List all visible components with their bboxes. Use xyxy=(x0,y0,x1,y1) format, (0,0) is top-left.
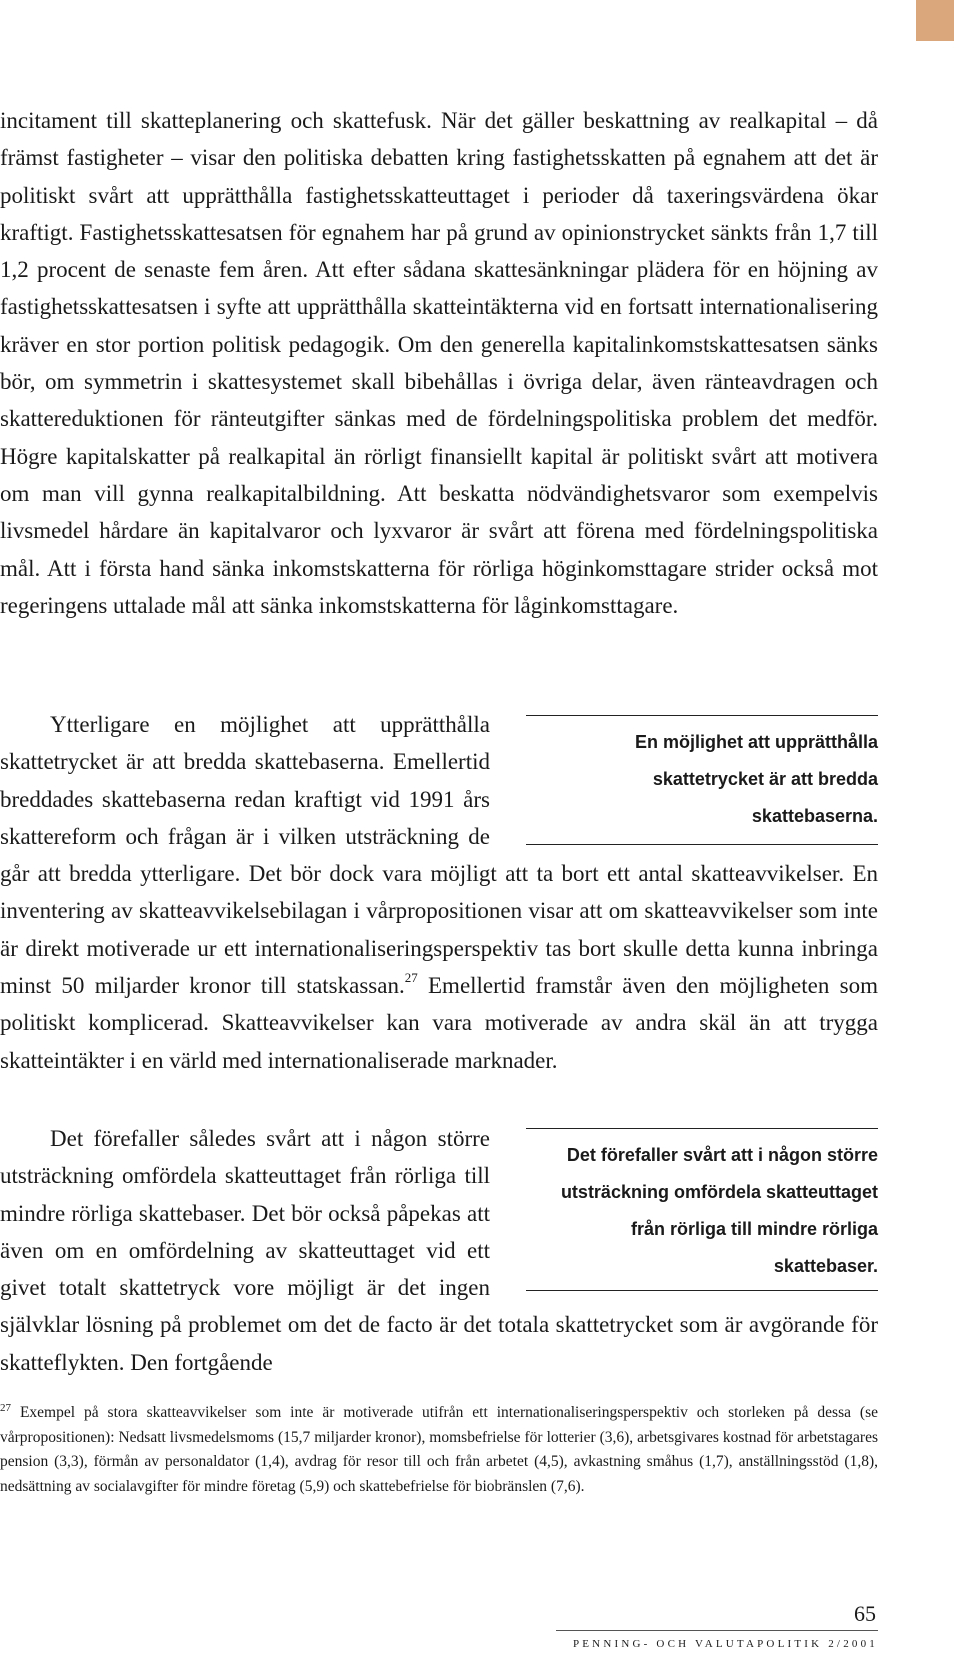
body-block-3 xyxy=(0,1120,878,1381)
footer-rule xyxy=(556,1630,878,1631)
footnote-text: Exempel på stora skatteavvikelser som inte är motiverade utifrån ett internationaliseringsperspektiv och storleken på dessa (se vårpropositionen): Nedsatt livsmedelsmoms (15,7 miljarder kronor), momsbefrielse för lotterier (3,6), arbetsgivares kostnad för arbetstagares pension (3,3), förmån av personaldator (1,4), avdrag för resor till och från arbetet (4,5), avkastning småhus (1,7), anställningsstöd (1,8), nedsättning av socialavgifter för mindre företag (5,9) och skattebefrielse för biobränslen (7,6). xyxy=(0,1404,878,1495)
body-block-2 xyxy=(0,706,878,1079)
footnote-number: 27 xyxy=(0,1401,11,1414)
footnote xyxy=(0,1401,878,1499)
pull-quote-2: Det förefaller svårt att i någon större utsträckning omfördela skatteuttaget från rörliga till mindre rörliga skattebaser. xyxy=(526,1128,878,1291)
body-paragraph-1: incitament till skatteplanering och skattefusk. När det gäller beskattning av realkapital – då främst fastigheter – visar den politiska debatten kring fastighetsskatten på egnahem att det är politiskt svårt att upprätthålla fastighetsskatteuttaget i perioder då taxeringsvärdena ökar kraftigt. Fastighetsskattesatsen för egnahem har på grund av opinionstrycket sänkts från 1,7 till 1,2 procent de senaste fem åren. Att efter sådana skattesänkningar plädera för en höjning av fastighetsskattesatsen i syfte att upprätthålla skatteintäkterna vid en fortsatt internationalisering kräver en stor portion politisk pedagogik. Om den generella kapitalinkomstskattesatsen sänks bör, om symmetrin i skattesystemet skall bibehållas i övriga delar, även ränteavdragen och skattereduktionen för ränteutgifter sänkas med de fördelningspolitiska problem det medför. Högre kapitalskatter på realkapital än rörligt finansiellt kapital är politiskt svårt att motivera om man vill gynna realkapitalbildning. Att beskatta nödvändighetsvaror som exempelvis livsmedel hårdare än kapitalvaror och lyxvaror är svårt att förena med fördelningspolitiska mål. Att i första hand sänka inkomstskatterna för rörliga höginkomsttagare strider också mot regeringens uttalade mål att sänka inkomstskatterna för låginkomsttagare. xyxy=(0,108,878,618)
pull-quote-1: En möjlighet att upprätthålla skattetrycket är att bredda skattebaserna. xyxy=(526,715,878,845)
footnote-reference-27[interactable]: 27 xyxy=(404,970,418,986)
page-number: 65 xyxy=(854,1601,876,1626)
corner-tab-marker xyxy=(916,0,954,41)
body-paragraph-2-text-after: Emellertid framstår även den möjligheten som politiskt komplicerad. Skatteavvikelser kan vara motiverade av andra skäl än att trygga skatteintäkter i en värld med internationaliserade marknader. xyxy=(0,973,878,1073)
running-footer: PENNING- OCH VALUTAPOLITIK 2/2001 xyxy=(572,1638,878,1650)
body-paragraph-3: Det förefaller således svårt att i någon större utsträckning omfördela skatteuttaget från rörliga till mindre rörliga skattebaser. Det bör också påpekas att även om en omfördelning av skatteuttaget vid ett givet totalt skattetryck vore möjligt är det ingen självklar lösning på problemet om det de facto är det totala skattetrycket som är avgörande för skatteflykten. Den fortgående xyxy=(0,1126,878,1375)
body-paragraph-2-text-before: Ytterligare en möjlighet att upprätthålla skattetrycket är att bredda skattebaserna. Emellertid breddades skattebaserna redan kraftigt vid 1991 års skattereform och frågan är i vilken utsträckning de går att bredda ytterligare. Det bör dock vara möjligt att ta bort ett antal skatteavvikelser. En inventering av skatteavvikelsebilagan i vårpropositionen visar att om skatteavvikelser som inte är direkt motiverade ur ett internationaliseringsperspektiv tas bort skulle detta kunna inbringa minst 50 miljarder kronor till statskassan. xyxy=(0,712,878,999)
